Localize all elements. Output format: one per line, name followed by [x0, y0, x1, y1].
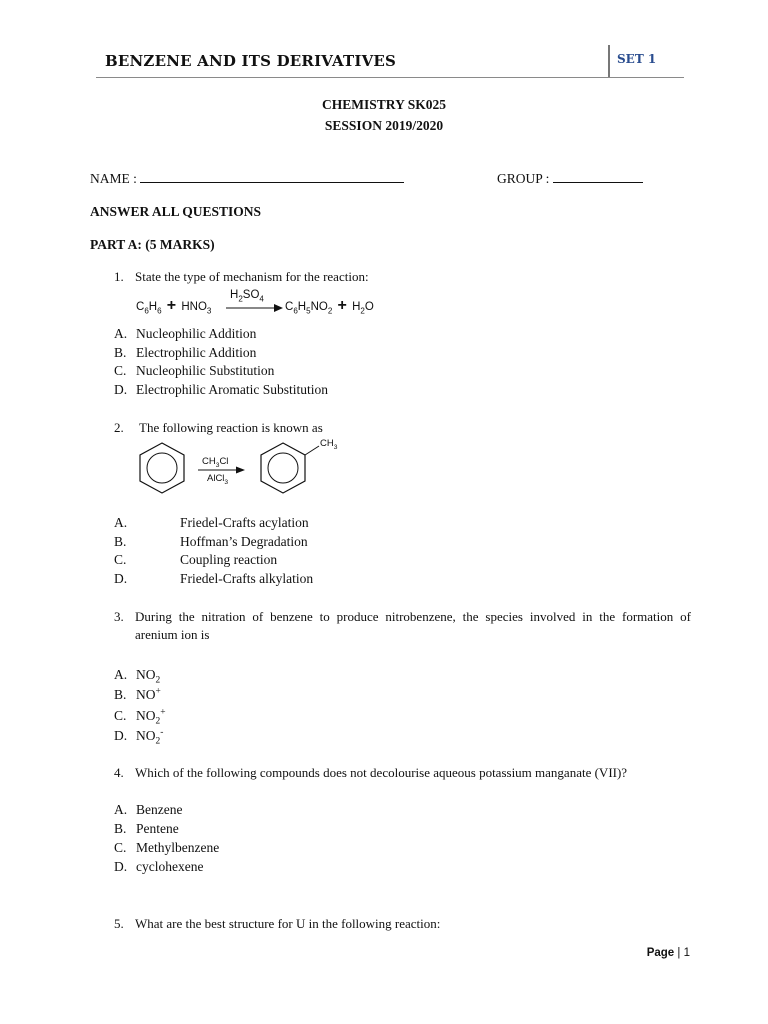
- q4-text: Which of the following compounds does not decolourise aqueous potassium manganate (VII)?: [135, 765, 628, 780]
- q2-option-a[interactable]: A. Friedel-Crafts acylation: [114, 515, 309, 530]
- session-label: SESSION 2019/2020: [324, 118, 444, 133]
- q1-reaction-arrow: [226, 303, 284, 313]
- q3-option-a-text: $NO_2$: [136, 667, 161, 686]
- q2-reagent-top: $CH_3Cl$: [202, 456, 229, 469]
- q3-option-d-text: $NO_2^-$: [136, 727, 164, 747]
- q4-number: 4.: [114, 765, 124, 780]
- q1-equation: $C_6H_6 + HNO_3$: [136, 297, 212, 316]
- page-footer: [647, 947, 690, 959]
- q2-option-c[interactable]: C. Coupling reaction: [114, 552, 278, 567]
- benzene-ring-icon: [136, 440, 188, 496]
- q1-products: $C_6H_5NO_2 + H_2O$: [285, 297, 374, 316]
- q1-option-a[interactable]: A. Nucleophilic Addition: [114, 326, 257, 341]
- q4-option-b[interactable]: B. Pentene: [114, 821, 179, 836]
- name-blank[interactable]: [140, 170, 404, 183]
- group-blank[interactable]: [553, 170, 643, 183]
- q1-option-c[interactable]: C. Nucleophilic Substitution: [114, 363, 275, 378]
- q5-number: 5.: [114, 916, 124, 931]
- header-rule: [96, 77, 684, 78]
- q1-option-d[interactable]: D. Electrophilic Aromatic Substitution: [114, 382, 328, 397]
- q4-option-d[interactable]: D. cyclohexene: [114, 859, 204, 874]
- page-number: 1: [683, 947, 690, 959]
- q3-option-b[interactable]: B. NO+: [114, 686, 161, 702]
- q2-number: 2.: [114, 420, 124, 435]
- q2-reagent-bottom: AlCl$_3$: [207, 473, 229, 486]
- name-field[interactable]: [90, 170, 404, 187]
- q2-option-d[interactable]: D. Friedel-Crafts alkylation: [114, 571, 314, 586]
- q1-reactant-2: $HNO_3$: [181, 301, 212, 316]
- document-title: BENZENE AND ITS DERIVATIVES: [105, 52, 397, 70]
- header-divider: [608, 45, 610, 78]
- q3-number: 3.: [114, 609, 124, 624]
- q4-option-a[interactable]: A. Benzene: [114, 802, 183, 817]
- page-separator: |: [677, 947, 681, 959]
- q4-option-c[interactable]: C. Methylbenzene: [114, 840, 220, 855]
- q1-product-2: $H_2O$: [352, 301, 374, 316]
- q1-text: State the type of mechanism for the reaction:: [135, 269, 369, 284]
- q1-product-1: $C_6H_5NO_2$: [285, 301, 333, 316]
- name-label: NAME :: [90, 171, 137, 186]
- q2-text: The following reaction is known as: [139, 420, 323, 435]
- group-label: GROUP :: [497, 171, 550, 186]
- set-label: SET 1: [617, 52, 657, 66]
- q3-option-a[interactable]: A. $NO_2$: [114, 667, 161, 686]
- q3-option-d[interactable]: D. $NO_2^-$: [114, 727, 164, 747]
- q1-reactant-1: $C_6H_6$: [136, 301, 162, 316]
- q1-number: 1.: [114, 269, 124, 284]
- q5-text: What are the best structure for U in the following reaction:: [135, 916, 441, 931]
- q1-reagent: $H_2SO_4$: [230, 289, 264, 304]
- q3-option-c-text: $NO_2^+$: [136, 707, 166, 727]
- q3-text-line-2: arenium ion is: [135, 627, 210, 642]
- q2-option-b[interactable]: B. Hoffman’s Degradation: [114, 534, 308, 549]
- q3-text-line-1: During the nitration of benzene to produce nitrobenzene, the species involved in the formation of: [135, 609, 691, 624]
- group-field[interactable]: [497, 170, 643, 187]
- part-a-heading: PART A: (5 MARKS): [90, 237, 215, 252]
- instructions: ANSWER ALL QUESTIONS: [90, 204, 262, 219]
- q1-option-b[interactable]: B. Electrophilic Addition: [114, 345, 257, 360]
- course-code: CHEMISTRY SK025: [322, 97, 446, 112]
- q3-option-b-text: NO+: [136, 686, 161, 702]
- page-label: Page: [646, 947, 675, 959]
- q2-substituent: $CH_3$: [320, 438, 338, 451]
- q3-option-c[interactable]: C. $NO_2^+$: [114, 707, 166, 727]
